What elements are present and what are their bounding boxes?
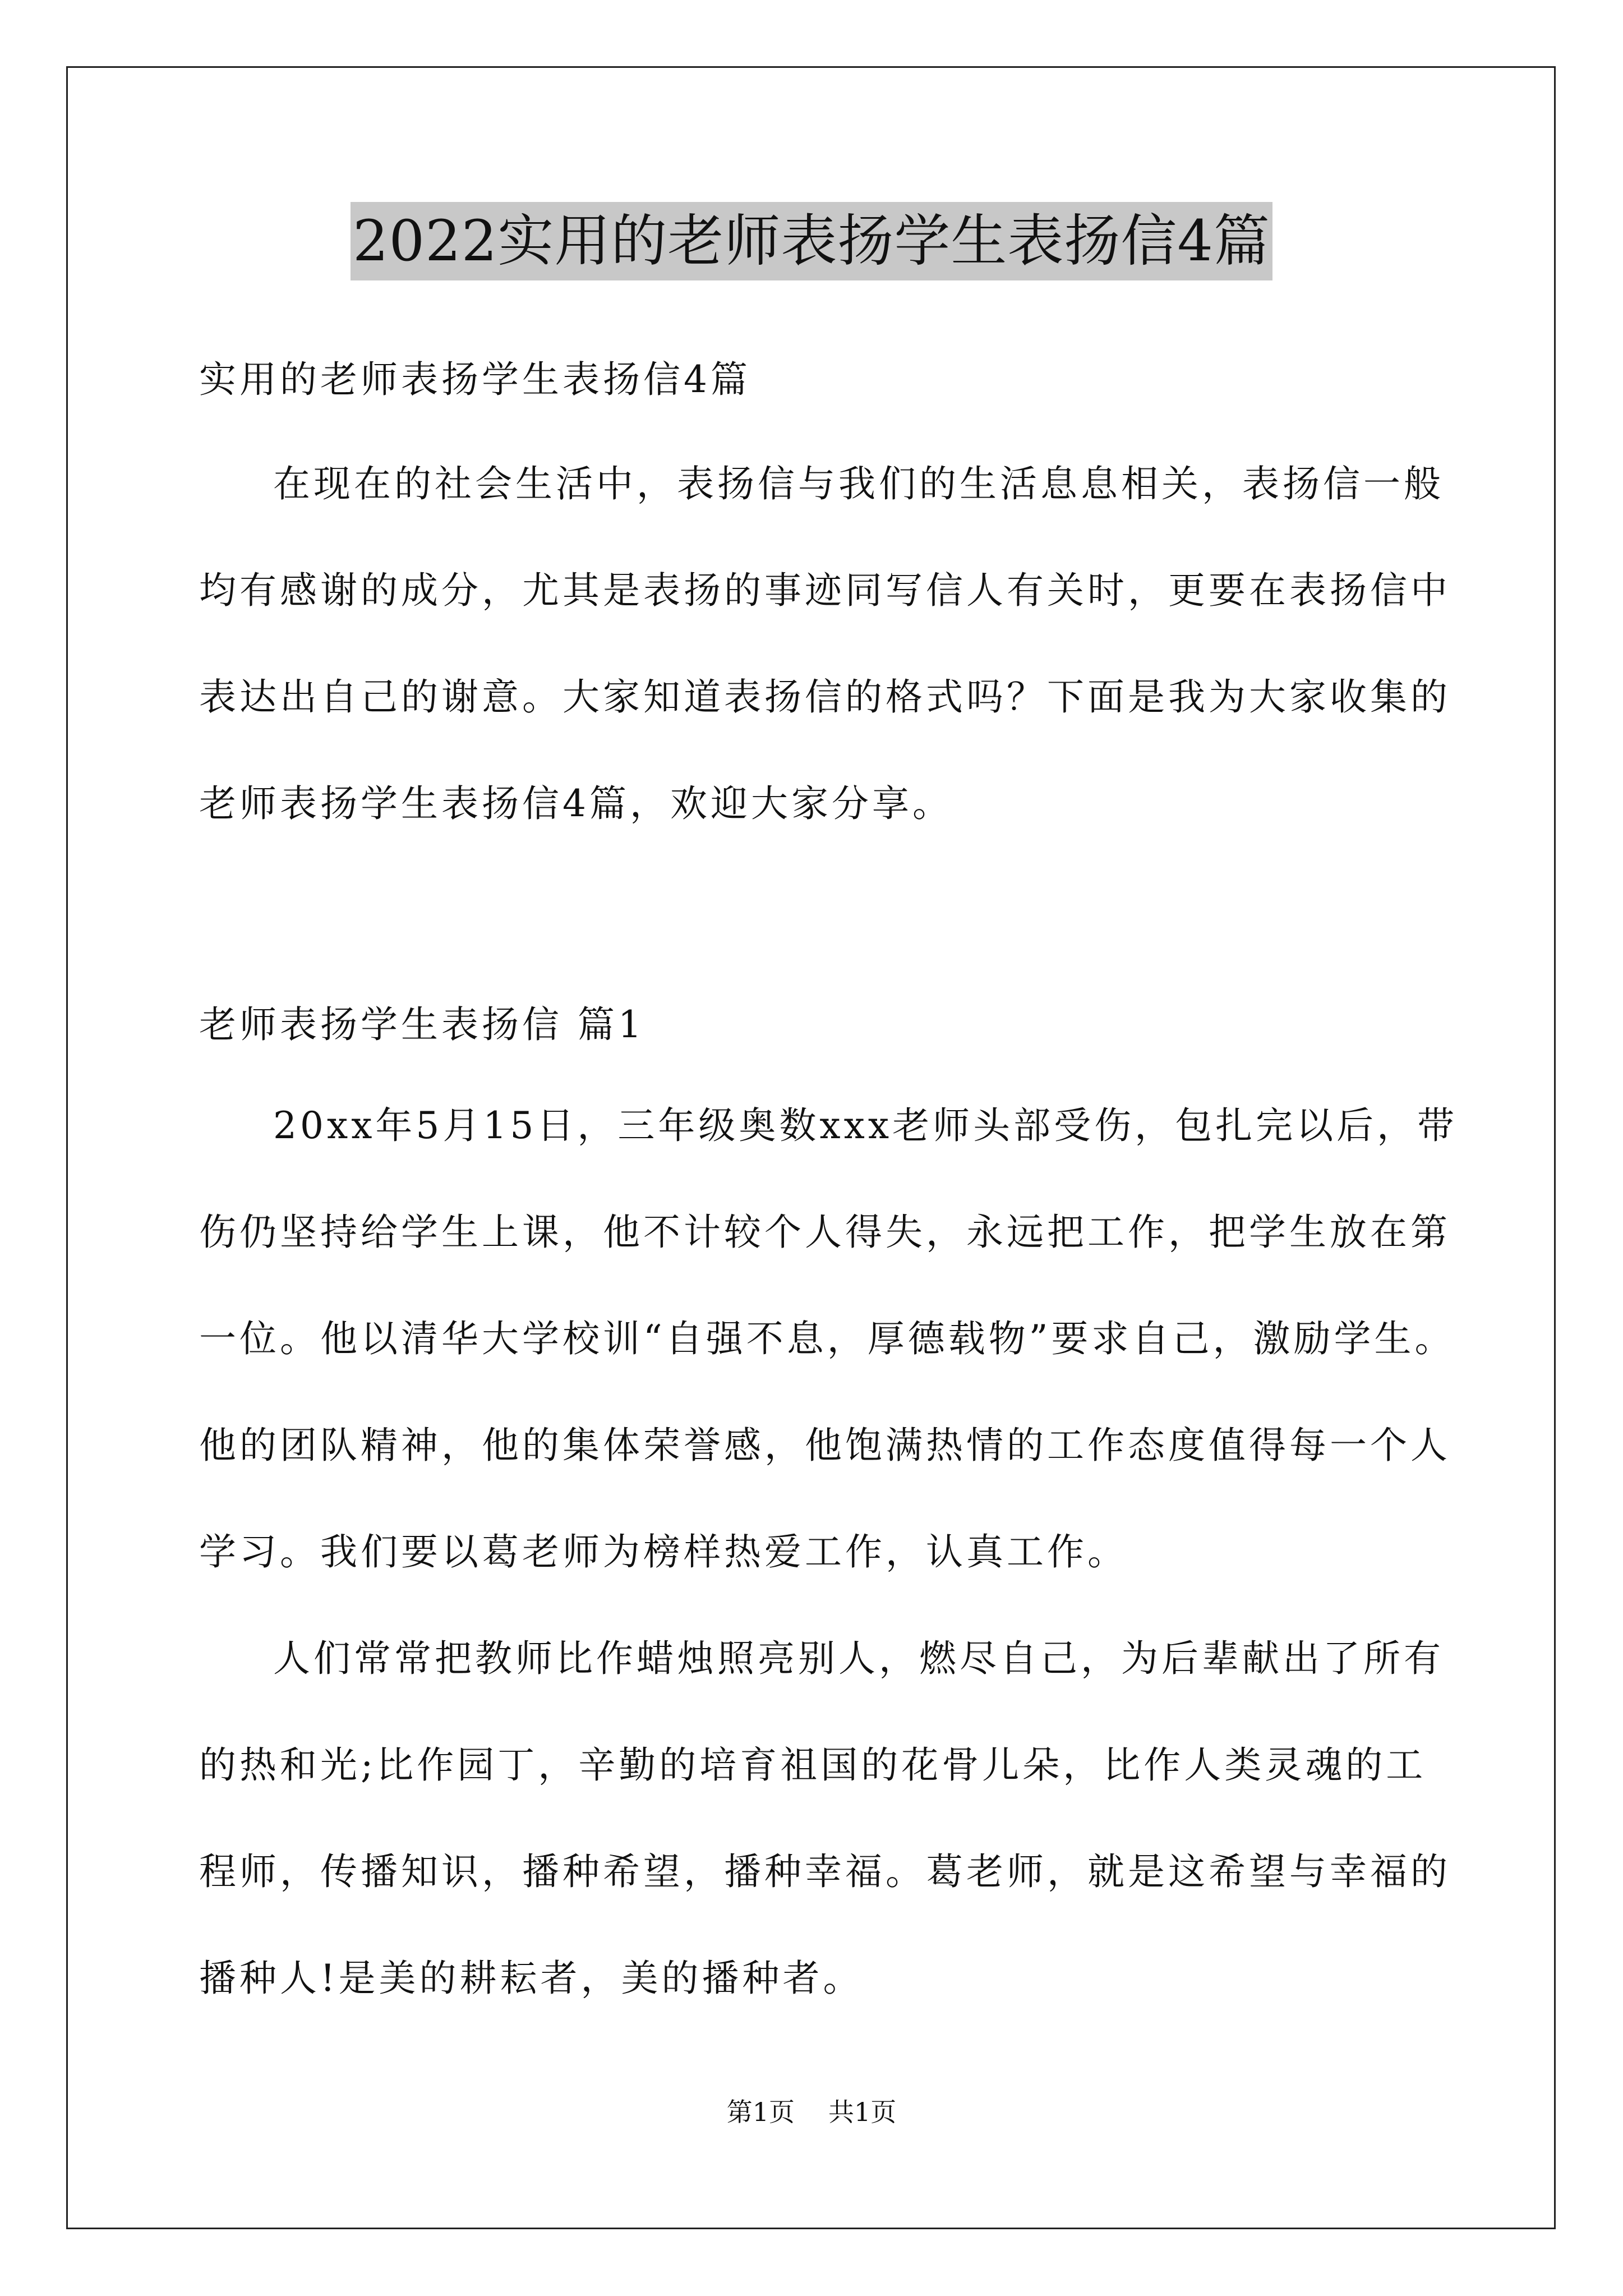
document-subtitle: 实用的老师表扬学生表扬信4篇 — [199, 358, 751, 401]
page-total: 共1页 — [828, 2097, 897, 2127]
page-footer — [0, 2095, 1623, 2129]
title-container — [0, 202, 1623, 280]
section-heading: 老师表扬学生表扬信 篇1 — [199, 1003, 645, 1046]
document-title: 2022实用的老师表扬学生表扬信4篇 — [351, 202, 1272, 280]
page-number: 第1页 — [726, 2097, 795, 2127]
body-paragraph-2: 人们常常把教师比作蜡烛照亮别人，燃尽自己，为后辈献出了所有的热和光;比作园丁，辛勤的培育祖国的花骨儿朵，比作人类灵魂的工程师，传播知识，播种希望，播种幸福。葛老师，就是这希望与幸福的播种人!是美的耕耘者，美的播种者。 — [199, 1637, 1451, 2000]
intro-paragraph: 在现在的社会生活中，表扬信与我们的生活息息相关，表扬信一般均有感谢的成分，尤其是表扬的事迹同写信人有关时，更要在表扬信中表达出自己的谢意。大家知道表扬信的格式吗？下面是我为大家收集的老师表扬学生表扬信4篇，欢迎大家分享。 — [199, 462, 1451, 825]
body-paragraph-1: 20xx年5月15日，三年级奥数xxx老师头部受伤，包扎完以后，带伤仍坚持给学生上课，他不计较个人得失，永远把工作，把学生放在第一位。他以清华大学校训“自强不息，厚德载物”要求自己，激励学生。他的团队精神，他的集体荣誉感，他饱满热情的工作态度值得每一个人学习。我们要以葛老师为榜样热爱工作，认真工作。 — [199, 1104, 1458, 1573]
